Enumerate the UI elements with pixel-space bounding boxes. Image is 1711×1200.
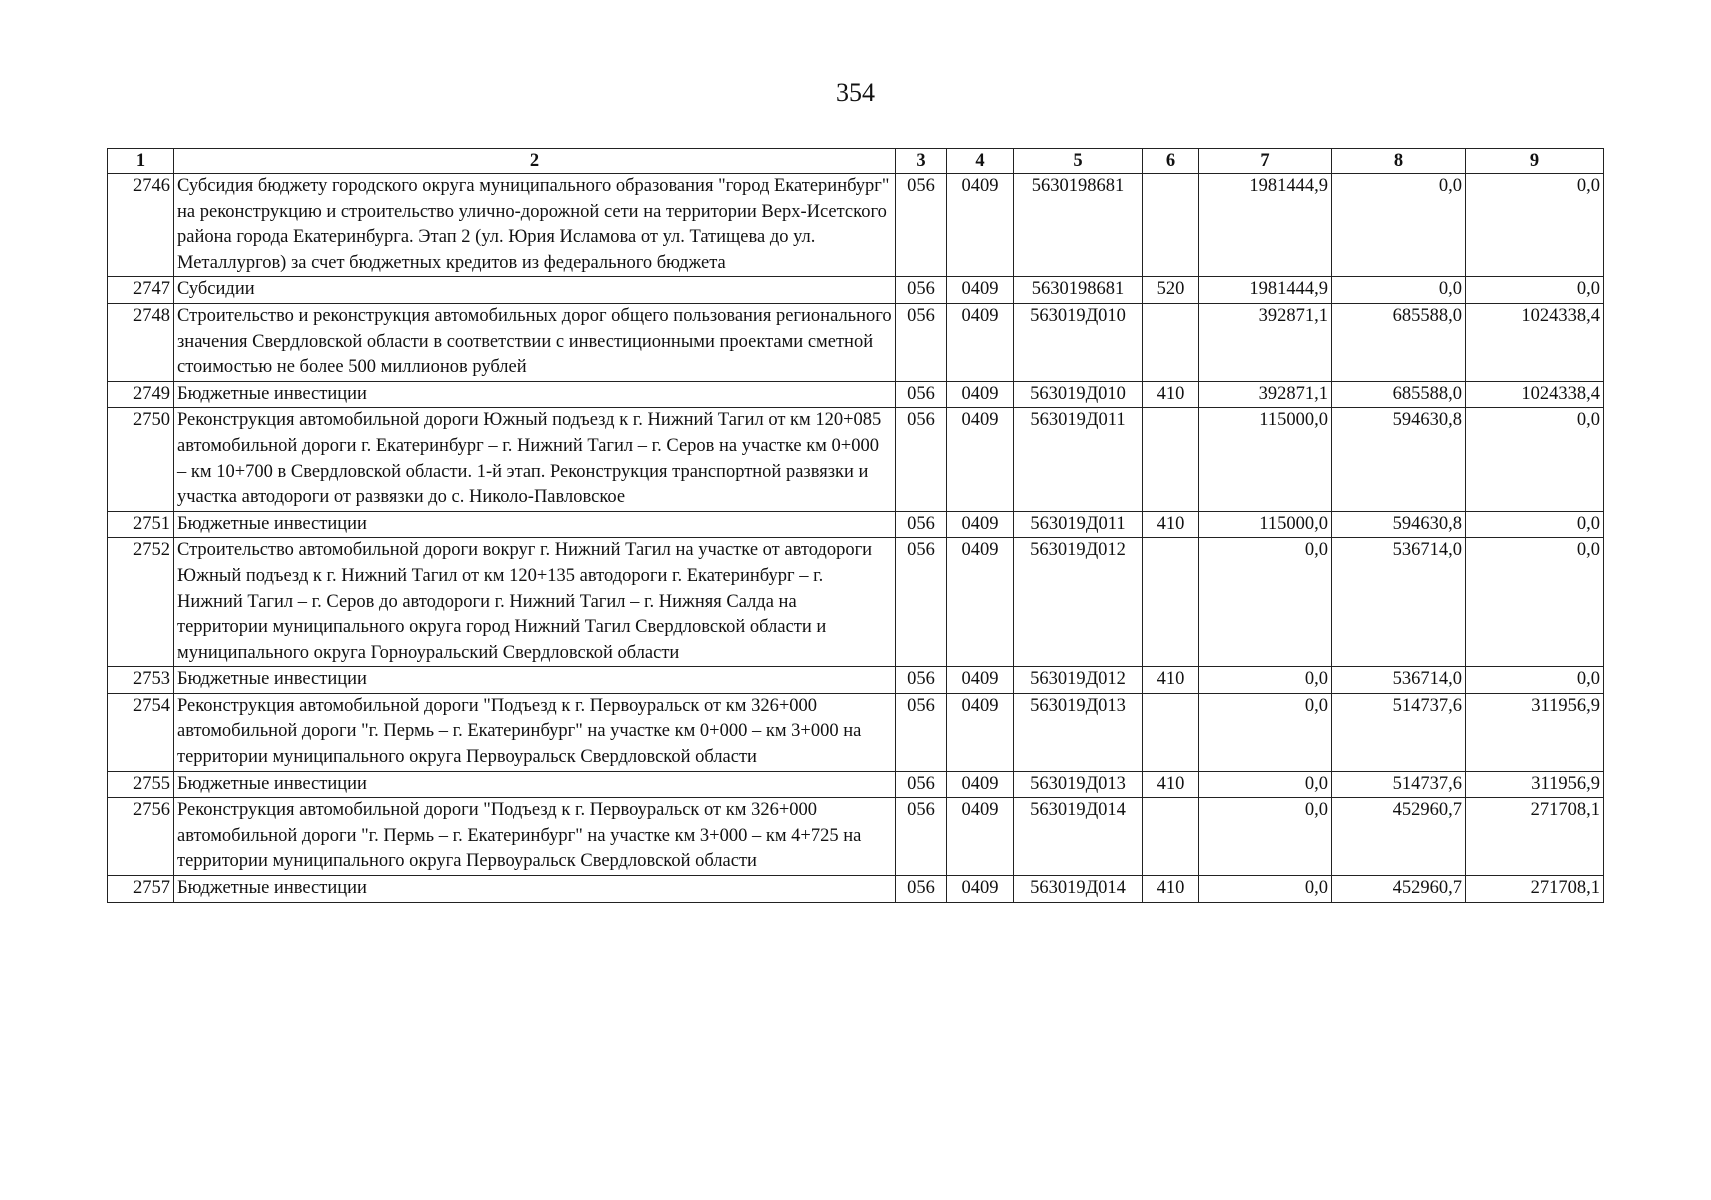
column-header: 3 bbox=[896, 149, 947, 174]
amount-col7: 392871,1 bbox=[1199, 381, 1332, 408]
row-name: Строительство автомобильной дороги вокруг г. Нижний Тагил на участке от автодороги Южный подъезд к г. Нижний Тагил от км 120+135 автодороги г. Екатеринбург – г. Нижний Тагил – г. Серов до автодороги г. Нижний Тагил – г. Нижняя Салда на территории муниципального округа город Нижний Тагил Свердловской области и муниципального округа Горноуральский Свердловской области bbox=[174, 538, 896, 667]
budget-table bbox=[107, 148, 1604, 903]
table-row bbox=[108, 876, 1604, 903]
expense-type-code: 520 bbox=[1143, 277, 1199, 304]
expense-type-code bbox=[1143, 408, 1199, 511]
section-code: 0409 bbox=[947, 511, 1014, 538]
table-row bbox=[108, 303, 1604, 381]
row-number: 2750 bbox=[108, 408, 174, 511]
amount-col7: 0,0 bbox=[1199, 798, 1332, 876]
target-article-code: 563019Д011 bbox=[1014, 511, 1143, 538]
table-row bbox=[108, 771, 1604, 798]
amount-col9: 311956,9 bbox=[1466, 693, 1604, 771]
amount-col9: 271708,1 bbox=[1466, 876, 1604, 903]
amount-col8: 0,0 bbox=[1332, 277, 1466, 304]
column-header: 1 bbox=[108, 149, 174, 174]
column-header: 5 bbox=[1014, 149, 1143, 174]
row-name: Бюджетные инвестиции bbox=[174, 511, 896, 538]
section-code: 0409 bbox=[947, 277, 1014, 304]
section-code: 0409 bbox=[947, 798, 1014, 876]
row-name: Субсидии bbox=[174, 277, 896, 304]
column-header: 8 bbox=[1332, 149, 1466, 174]
ministry-code: 056 bbox=[896, 693, 947, 771]
table-row bbox=[108, 798, 1604, 876]
ministry-code: 056 bbox=[896, 876, 947, 903]
row-name: Реконструкция автомобильной дороги "Подъезд к г. Первоуральск от км 326+000 автомобильной дороги "г. Пермь – г. Екатеринбург" на участке км 3+000 – км 4+725 на территории муниципального округа Первоуральск Свердловской области bbox=[174, 798, 896, 876]
section-code: 0409 bbox=[947, 381, 1014, 408]
amount-col7: 1981444,9 bbox=[1199, 277, 1332, 304]
target-article-code: 563019Д012 bbox=[1014, 538, 1143, 667]
row-number: 2754 bbox=[108, 693, 174, 771]
section-code: 0409 bbox=[947, 876, 1014, 903]
amount-col7: 392871,1 bbox=[1199, 303, 1332, 381]
amount-col9: 1024338,4 bbox=[1466, 303, 1604, 381]
amount-col7: 0,0 bbox=[1199, 667, 1332, 694]
ministry-code: 056 bbox=[896, 381, 947, 408]
section-code: 0409 bbox=[947, 538, 1014, 667]
page-number: 354 bbox=[836, 78, 875, 107]
ministry-code: 056 bbox=[896, 408, 947, 511]
amount-col7: 115000,0 bbox=[1199, 408, 1332, 511]
row-name: Реконструкция автомобильной дороги "Подъезд к г. Первоуральск от км 326+000 автомобильной дороги "г. Пермь – г. Екатеринбург" на участке км 0+000 – км 3+000 на территории муниципального округа Первоуральск Свердловской области bbox=[174, 693, 896, 771]
table-row bbox=[108, 277, 1604, 304]
amount-col9: 311956,9 bbox=[1466, 771, 1604, 798]
expense-type-code: 410 bbox=[1143, 876, 1199, 903]
column-header: 4 bbox=[947, 149, 1014, 174]
amount-col7: 0,0 bbox=[1199, 693, 1332, 771]
section-code: 0409 bbox=[947, 771, 1014, 798]
amount-col8: 452960,7 bbox=[1332, 798, 1466, 876]
amount-col7: 0,0 bbox=[1199, 538, 1332, 667]
ministry-code: 056 bbox=[896, 538, 947, 667]
column-header: 9 bbox=[1466, 149, 1604, 174]
section-code: 0409 bbox=[947, 667, 1014, 694]
amount-col8: 536714,0 bbox=[1332, 538, 1466, 667]
amount-col9: 0,0 bbox=[1466, 667, 1604, 694]
row-name: Строительство и реконструкция автомобильных дорог общего пользования регионального значения Свердловской области в соответствии с инвестиционными проектами сметной стоимостью не более 500 миллионов рублей bbox=[174, 303, 896, 381]
table-row bbox=[108, 381, 1604, 408]
expense-type-code bbox=[1143, 538, 1199, 667]
expense-type-code: 410 bbox=[1143, 667, 1199, 694]
column-header: 2 bbox=[174, 149, 896, 174]
amount-col8: 514737,6 bbox=[1332, 693, 1466, 771]
amount-col7: 0,0 bbox=[1199, 876, 1332, 903]
row-name: Бюджетные инвестиции bbox=[174, 667, 896, 694]
expense-type-code bbox=[1143, 693, 1199, 771]
target-article-code: 563019Д011 bbox=[1014, 408, 1143, 511]
amount-col8: 452960,7 bbox=[1332, 876, 1466, 903]
amount-col8: 594630,8 bbox=[1332, 511, 1466, 538]
row-number: 2751 bbox=[108, 511, 174, 538]
ministry-code: 056 bbox=[896, 277, 947, 304]
row-name: Бюджетные инвестиции bbox=[174, 876, 896, 903]
amount-col9: 0,0 bbox=[1466, 538, 1604, 667]
ministry-code: 056 bbox=[896, 667, 947, 694]
ministry-code: 056 bbox=[896, 771, 947, 798]
amount-col8: 594630,8 bbox=[1332, 408, 1466, 511]
target-article-code: 563019Д014 bbox=[1014, 798, 1143, 876]
ministry-code: 056 bbox=[896, 798, 947, 876]
expense-type-code bbox=[1143, 174, 1199, 277]
amount-col9: 0,0 bbox=[1466, 277, 1604, 304]
header-row bbox=[108, 149, 1604, 174]
ministry-code: 056 bbox=[896, 303, 947, 381]
expense-type-code: 410 bbox=[1143, 771, 1199, 798]
table-row bbox=[108, 408, 1604, 511]
amount-col9: 1024338,4 bbox=[1466, 381, 1604, 408]
amount-col8: 685588,0 bbox=[1332, 381, 1466, 408]
table-row bbox=[108, 538, 1604, 667]
row-number: 2748 bbox=[108, 303, 174, 381]
amount-col9: 0,0 bbox=[1466, 408, 1604, 511]
row-number: 2757 bbox=[108, 876, 174, 903]
row-name: Бюджетные инвестиции bbox=[174, 771, 896, 798]
amount-col8: 536714,0 bbox=[1332, 667, 1466, 694]
amount-col8: 0,0 bbox=[1332, 174, 1466, 277]
section-code: 0409 bbox=[947, 174, 1014, 277]
row-number: 2753 bbox=[108, 667, 174, 694]
target-article-code: 563019Д013 bbox=[1014, 771, 1143, 798]
amount-col7: 1981444,9 bbox=[1199, 174, 1332, 277]
ministry-code: 056 bbox=[896, 511, 947, 538]
row-number: 2755 bbox=[108, 771, 174, 798]
ministry-code: 056 bbox=[896, 174, 947, 277]
table-row bbox=[108, 511, 1604, 538]
row-number: 2752 bbox=[108, 538, 174, 667]
amount-col7: 0,0 bbox=[1199, 771, 1332, 798]
row-name: Бюджетные инвестиции bbox=[174, 381, 896, 408]
target-article-code: 5630198681 bbox=[1014, 277, 1143, 304]
row-name: Субсидия бюджету городского округа муниципального образования "город Екатеринбург" на реконструкцию и строительство улично-дорожной сети на территории Верх-Исетского района города Екатеринбурга. Этап 2 (ул. Юрия Исламова от ул. Татищева до ул. Металлургов) за счет бюджетных кредитов из федерального бюджета bbox=[174, 174, 896, 277]
table-row bbox=[108, 174, 1604, 277]
target-article-code: 563019Д010 bbox=[1014, 381, 1143, 408]
row-number: 2747 bbox=[108, 277, 174, 304]
column-header: 6 bbox=[1143, 149, 1199, 174]
table-row bbox=[108, 667, 1604, 694]
target-article-code: 563019Д012 bbox=[1014, 667, 1143, 694]
row-number: 2749 bbox=[108, 381, 174, 408]
table-row bbox=[108, 693, 1604, 771]
row-name: Реконструкция автомобильной дороги Южный подъезд к г. Нижний Тагил от км 120+085 автомобильной дороги г. Екатеринбург – г. Нижний Тагил – г. Серов на участке км 0+000 – км 10+700 в Свердловской области. 1-й этап. Реконструкция транспортной развязки и участка автодороги от развязки до с. Николо-Павловское bbox=[174, 408, 896, 511]
target-article-code: 563019Д013 bbox=[1014, 693, 1143, 771]
amount-col9: 0,0 bbox=[1466, 511, 1604, 538]
amount-col8: 685588,0 bbox=[1332, 303, 1466, 381]
expense-type-code bbox=[1143, 303, 1199, 381]
expense-type-code: 410 bbox=[1143, 511, 1199, 538]
amount-col7: 115000,0 bbox=[1199, 511, 1332, 538]
row-number: 2746 bbox=[108, 174, 174, 277]
target-article-code: 5630198681 bbox=[1014, 174, 1143, 277]
row-number: 2756 bbox=[108, 798, 174, 876]
amount-col9: 271708,1 bbox=[1466, 798, 1604, 876]
expense-type-code bbox=[1143, 798, 1199, 876]
amount-col9: 0,0 bbox=[1466, 174, 1604, 277]
expense-type-code: 410 bbox=[1143, 381, 1199, 408]
section-code: 0409 bbox=[947, 408, 1014, 511]
target-article-code: 563019Д010 bbox=[1014, 303, 1143, 381]
section-code: 0409 bbox=[947, 303, 1014, 381]
amount-col8: 514737,6 bbox=[1332, 771, 1466, 798]
target-article-code: 563019Д014 bbox=[1014, 876, 1143, 903]
column-header: 7 bbox=[1199, 149, 1332, 174]
section-code: 0409 bbox=[947, 693, 1014, 771]
